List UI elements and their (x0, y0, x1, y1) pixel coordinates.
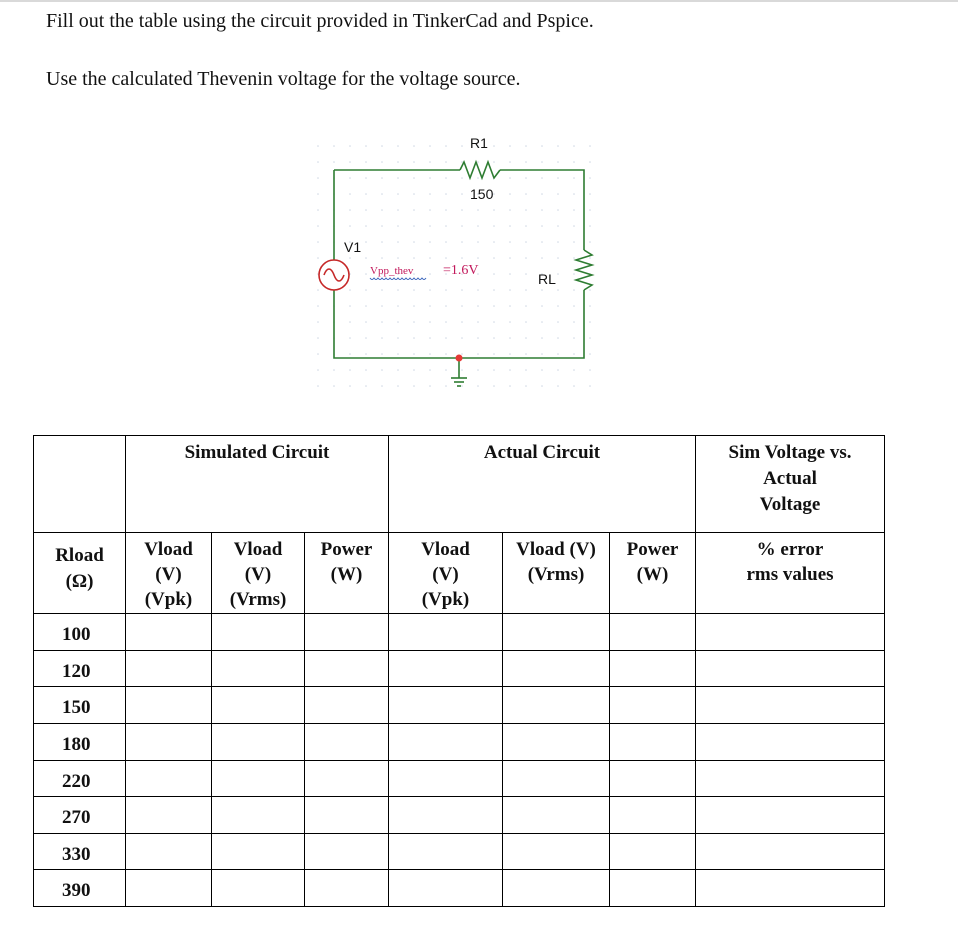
table-row (34, 687, 885, 724)
table-cell[interactable] (305, 834, 389, 870)
table-cell[interactable] (389, 614, 503, 651)
table-cell[interactable] (126, 870, 212, 907)
header-error (696, 533, 885, 614)
circuit-schematic (300, 128, 600, 398)
table-cell[interactable] (696, 687, 885, 724)
header-rload (34, 533, 126, 614)
rload-value: 270 (34, 797, 126, 834)
table-row (34, 614, 885, 651)
compare-line-1: Sim Voltage vs. (728, 442, 852, 463)
sim-power-unit: (W) (330, 564, 363, 585)
table-row (34, 724, 885, 761)
source-annotation-left: Vpp_thev (370, 265, 414, 277)
group-header-actual: Actual Circuit (389, 436, 696, 533)
sim-vpk-unit: (V) (155, 564, 182, 585)
table-cell[interactable] (696, 797, 885, 834)
table-cell[interactable] (503, 797, 610, 834)
rl-label: RL (538, 271, 556, 287)
table-cell[interactable] (610, 834, 696, 870)
table-cell[interactable] (212, 614, 305, 651)
table-cell[interactable] (389, 724, 503, 761)
act-vpk-type: (Vpk) (421, 589, 470, 610)
table-cell[interactable] (610, 870, 696, 907)
ground-node-dot (456, 355, 463, 362)
sim-vpk-type: (Vpk) (144, 589, 193, 610)
sim-vrms-label: Vload (233, 539, 283, 560)
header-sim-power (305, 533, 389, 614)
group-header-compare (696, 436, 885, 533)
rload-value: 220 (34, 761, 126, 797)
table-cell[interactable] (126, 834, 212, 870)
table-cell[interactable] (305, 687, 389, 724)
table-cell[interactable] (212, 687, 305, 724)
table-cell[interactable] (503, 687, 610, 724)
table-cell[interactable] (305, 761, 389, 797)
header-sim-vrms (212, 533, 305, 614)
table-cell[interactable] (126, 687, 212, 724)
table-cell[interactable] (212, 724, 305, 761)
table-cell[interactable] (389, 870, 503, 907)
table-cell[interactable] (126, 724, 212, 761)
top-border (0, 0, 958, 2)
instruction-line-1: Fill out the table using the circuit provided in TinkerCad and Pspice. (46, 10, 594, 32)
act-vpk-label: Vload (421, 539, 470, 560)
r1-value: 150 (470, 186, 494, 202)
table-cell[interactable] (212, 797, 305, 834)
table-cell[interactable] (610, 651, 696, 687)
table-cell[interactable] (389, 687, 503, 724)
sim-vrms-type: (Vrms) (229, 589, 287, 610)
table-cell[interactable] (126, 651, 212, 687)
compare-line-3: Voltage (759, 494, 821, 515)
table-row (34, 834, 885, 870)
table-cell[interactable] (212, 834, 305, 870)
table-cell[interactable] (610, 724, 696, 761)
table-cell[interactable] (305, 614, 389, 651)
table-cell[interactable] (305, 870, 389, 907)
rload-label: Rload (55, 545, 104, 566)
sim-power-label: Power (320, 539, 373, 560)
header-sim-vpk (126, 533, 212, 614)
table-row (34, 761, 885, 797)
rload-value: 390 (34, 870, 126, 907)
r1-label: R1 (470, 135, 488, 151)
table-row (34, 797, 885, 834)
table-cell[interactable] (389, 651, 503, 687)
sim-vrms-unit: (V) (244, 564, 272, 585)
table-cell[interactable] (696, 724, 885, 761)
table-cell[interactable] (305, 797, 389, 834)
table-cell[interactable] (389, 797, 503, 834)
header-act-vpk (389, 533, 503, 614)
table-cell[interactable] (212, 651, 305, 687)
table-cell[interactable] (610, 687, 696, 724)
header-act-power (610, 533, 696, 614)
table-cell[interactable] (503, 651, 610, 687)
table-cell[interactable] (389, 761, 503, 797)
table-cell[interactable] (503, 724, 610, 761)
source-annotation-right: =1.6V (443, 263, 479, 278)
table-cell[interactable] (610, 797, 696, 834)
act-power-label: Power (626, 539, 679, 560)
act-vpk-unit: (V) (432, 564, 459, 585)
rload-value: 330 (34, 834, 126, 870)
error-label: % error (756, 539, 824, 560)
table-cell[interactable] (305, 651, 389, 687)
table-cell[interactable] (696, 614, 885, 651)
v1-label: V1 (344, 239, 362, 255)
table-cell[interactable] (305, 724, 389, 761)
header-blank-cell (34, 436, 126, 533)
table-cell[interactable] (696, 870, 885, 907)
table-cell[interactable] (126, 614, 212, 651)
rload-unit: (Ω) (65, 571, 94, 592)
act-power-unit: (W) (636, 564, 669, 585)
table-cell[interactable] (696, 761, 885, 797)
table-cell[interactable] (503, 834, 610, 870)
table-cell[interactable] (610, 614, 696, 651)
header-act-vrms (503, 533, 610, 614)
table-cell[interactable] (503, 614, 610, 651)
table-cell[interactable] (126, 761, 212, 797)
table-cell[interactable] (696, 834, 885, 870)
group-header-simulated: Simulated Circuit (126, 436, 389, 533)
act-vrms-label: Vload (V) (516, 539, 596, 560)
sim-vpk-label: Vload (144, 539, 193, 560)
instruction-line-2: Use the calculated Thevenin voltage for the voltage source. (46, 68, 521, 90)
error-sub-label: rms values (746, 564, 834, 585)
table-cell[interactable] (126, 797, 212, 834)
rload-value: 180 (34, 724, 126, 761)
table-row (34, 870, 885, 907)
act-vrms-type: (Vrms) (527, 564, 585, 585)
table-cell[interactable] (696, 651, 885, 687)
results-table (33, 435, 885, 907)
rload-value: 100 (34, 614, 126, 651)
table-cell[interactable] (503, 870, 610, 907)
rload-value: 120 (34, 651, 126, 687)
table-cell[interactable] (503, 761, 610, 797)
compare-line-2: Actual (763, 468, 817, 489)
table-cell[interactable] (389, 834, 503, 870)
table-cell[interactable] (610, 761, 696, 797)
rload-value: 150 (34, 687, 126, 724)
table-cell[interactable] (212, 870, 305, 907)
table-cell[interactable] (212, 761, 305, 797)
table-row (34, 651, 885, 687)
